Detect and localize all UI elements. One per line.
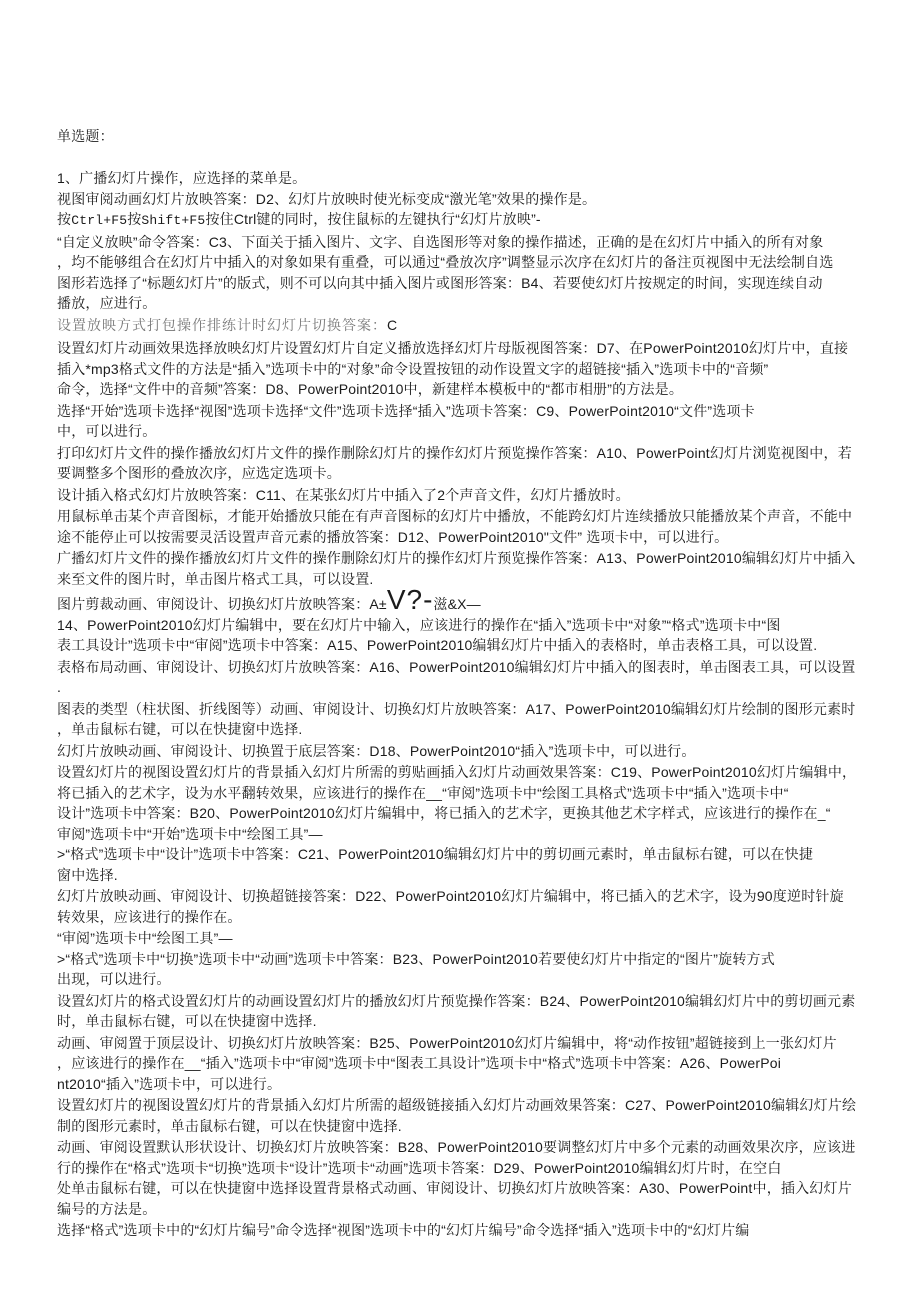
text-line: 插入*mp3格式文件的方法是“插入”选项卡中的“对象”命令设置按钮的动作设置文字的超链接“插入”选项卡中的“音频”: [57, 360, 769, 377]
text-line: 中，可以进行。: [57, 423, 157, 439]
text-line: 审阅”选项卡中“开始”选项卡中“绘图工具”—: [57, 825, 323, 842]
text-segment-big: V?-: [386, 584, 434, 615]
text-line: 图表的类型（柱状图、折线图等）动画、审阅设计、切换幻灯片放映答案：A17、PowerPoint2010编辑幻灯片绘制的图形元素时: [57, 700, 856, 717]
text-line: 设置幻灯片动画效果选择放映幻灯片设置幻灯片自定义播放选择幻灯片母版视图答案：D7、在PowerPoint2010幻灯片中，直接: [57, 340, 849, 356]
text-segment-normal: 按住Ctrl键的同时，按住鼠标的左键执行“幻灯片放映”-: [205, 211, 541, 227]
text-line: 选择“开始”选项卡选择“视图”选项卡选择“文件”选项卡选择“插入”选项卡答案：C9、PowerPoint2010“文件”选项卡: [57, 402, 755, 419]
text-line: 设置幻灯片的视图设置幻灯片的背景插入幻灯片所需的剪贴画插入幻灯片动画效果答案：C19、PowerPoint2010幻灯片编辑中，: [57, 764, 857, 780]
text-line: 选择“格式”选项卡中的“幻灯片编号”命令选择“视图”选项卡中的“幻灯片编号”命令选择“插入”选项卡中的“幻灯片编: [57, 1222, 750, 1238]
text-segment-gray: 设置放映方式打包操作排练计时幻灯片切换答案：: [57, 318, 387, 334]
text-line: 表格布局动画、审阅设计、切换幻灯片放映答案：A16、PowerPoint2010编辑幻灯片中插入的图表时，单击图表工具，可以设置: [57, 658, 856, 675]
text-line: ，应该进行的操作在__“插入”选项卡中“审阅”选项卡中“图表工具设计”选项卡中“格式”选项卡中答案：A26、PowerPoi: [57, 1055, 782, 1071]
text-segment-mono: Ctrl+F5: [71, 213, 128, 228]
document-title-line: 单选题：: [57, 128, 114, 144]
text-line: 打印幻灯片文件的操作播放幻灯片文件的操作删除幻灯片的操作幻灯片预览操作答案：A10、PowerPoint幻灯片浏览视图中，若: [57, 444, 852, 461]
text-line: 幻灯片放映动画、审阅设计、切换置于底层答案：D18、PowerPoint2010“插入”选项卡中，可以进行。: [57, 742, 696, 759]
text-line: 视图审阅动画幻灯片放映答案：D2、幻灯片放映时使光标变成“激光笔”效果的操作是。: [57, 190, 597, 207]
text-line: 图形若选择了“标题幻灯片”的版式，则不可以向其中插入图片或图形答案：B4、若要使幻灯片按规定的时间，实现连续自动: [57, 274, 823, 291]
text-line: 设计”选项卡中答案：B20、PowerPoint2010幻灯片编辑中，将已插入的艺术字，更换其他艺术字样式，应该进行的操作在_“: [57, 805, 831, 821]
text-line: 表工具设计”选项卡中“审阅”选项卡中答案：A15、PowerPoint2010编辑幻灯片中插入的表格时，单击表格工具，可以设置.: [57, 637, 818, 653]
text-line: 14、PowerPoint2010幻灯片编辑中，要在幻灯片中输入，应该进行的操作在“插入”选项卡中“对象”“格式”选项卡中“图: [57, 616, 781, 633]
text-line: 动画、审阅置于顶层设计、切换幻灯片放映答案：B25、PowerPoint2010幻灯片编辑中，将“动作按钮”超链接到上一张幻灯片: [57, 1034, 837, 1051]
text-line: 窗中选择.: [57, 866, 118, 883]
text-line: 处单击鼠标右键，可以在快捷窗中选择设置背景格式动画、审阅设计、切换幻灯片放映答案：A30、PowerPoint中，插入幻灯片: [57, 1180, 852, 1196]
text-line: 时，单击鼠标右键，可以在快捷窗中选择.: [57, 1013, 317, 1029]
text-line: nt2010“插入”选项卡中，可以进行。: [57, 1075, 282, 1092]
text-segment-normal: 滋&X—: [433, 596, 481, 612]
text-line: [57, 584, 865, 615]
text-line: 广播幻灯片文件的操作播放幻灯片文件的操作删除幻灯片的操作幻灯片预览操作答案：A13、PowerPoint2010编辑幻灯片中插入: [57, 550, 856, 566]
text-line: “审阅”选项卡中“绘图工具”—: [57, 930, 233, 946]
text-line: 将已插入的艺术字，设为水平翻转效果，应该进行的操作在__“审阅”选项卡中“绘图工具格式”选项卡中“插入”选项卡中“: [57, 784, 789, 801]
text-line: 设置幻灯片的视图设置幻灯片的背景插入幻灯片所需的超级链接插入幻灯片动画效果答案：C27、PowerPoint2010编辑幻灯片绘: [57, 1097, 857, 1113]
text-line: .: [57, 679, 62, 695]
text-line: 来至文件的图片时，单击图片格式工具，可以设置.: [57, 570, 374, 587]
text-line: >“格式”选项卡中“设计”选项卡中答案：C21、PowerPoint2010编辑幻灯片中的剪切画元素时，单击鼠标右键，可以在快捷: [57, 846, 814, 862]
text-line: [57, 315, 865, 338]
text-segment-normal: 图片剪裁动画、审阅设计、切换幻灯片放映答案：A±: [57, 596, 387, 612]
text-segment-mono: Shift+F5: [141, 213, 206, 228]
text-line: 设计插入格式幻灯片放映答案：C11、在某张幻灯片中插入了2个声音文件，幻灯片播放时。: [57, 486, 630, 503]
text-line: 行的操作在“格式”选项卡“切换”选项卡“设计”选项卡“动画”选项卡答案：D29、PowerPoint2010编辑幻灯片时，在空白: [57, 1159, 782, 1176]
text-line: 1、广播幻灯片操作，应选择的菜单是。: [57, 170, 307, 186]
text-segment-normal: C: [387, 316, 398, 333]
text-line: 出现，可以进行。: [57, 971, 171, 987]
text-line: 命令，选择“文件中的音频”答案：D8、PowerPoint2010中，新建样本模板中的“都市相册”的方法是。: [57, 381, 684, 397]
text-line: 要调整多个图形的叠放次序，应选定选项卡。: [57, 465, 341, 481]
text-segment-normal: 按: [127, 211, 142, 227]
text-line: >“格式”选项卡中“切换”选项卡中“动画”选项卡中答案：B23、PowerPoint2010若要使幻灯片中指定的“图片”旋转方式: [57, 950, 775, 967]
text-line: ，均不能够组合在幻灯片中插入的对象如果有重叠，可以通过“叠放次序”调整显示次序在幻灯片的备注页视图中无法绘制自选: [57, 254, 834, 270]
text-line: 途不能停止可以按需要灵活设置声音元素的播放答案：D12、PowerPoint2010"文件” 选项卡中，可以进行。: [57, 528, 729, 545]
text-segment-normal: 按: [57, 211, 72, 227]
text-line: [57, 209, 865, 232]
text-line: 播放，应进行。: [57, 295, 157, 311]
text-line: 幻灯片放映动画、审阅设计、切换超链接答案：D22、PowerPoint2010幻灯片编辑中，将已插入的艺术字，设为90度逆时针旋: [57, 888, 844, 904]
text-line: 制的图形元素时，单击鼠标右键，可以在快捷窗中选择.: [57, 1117, 402, 1134]
text-line: “自定义放映”命令答案：C3、下面关于插入图片、文字、自选图形等对象的操作描述，正确的是在幻灯片中插入的所有对象: [57, 233, 824, 250]
text-line: 用鼠标单击某个声音图标，才能开始播放只能在有声音图标的幻灯片中播放，不能跨幻灯片连续播放只能播放某个声音，不能中: [57, 508, 853, 524]
text-line: 设置幻灯片的格式设置幻灯片的动画设置幻灯片的播放幻灯片预览操作答案：B24、PowerPoint2010编辑幻灯片中的剪切画元素: [57, 992, 856, 1009]
document-body: [57, 126, 865, 1241]
text-line: 编号的方法是。: [57, 1200, 157, 1217]
blank-line: [57, 147, 865, 168]
text-line: 转效果，应该进行的操作在。: [57, 908, 242, 925]
text-line: ，单击鼠标右键，可以在快捷窗中选择.: [57, 721, 303, 737]
text-line: 动画、审阅设置默认形状设计、切换幻灯片放映答案：B28、PowerPoint2010要调整幻灯片中多个元素的动画效果次序，应该进: [57, 1139, 856, 1155]
